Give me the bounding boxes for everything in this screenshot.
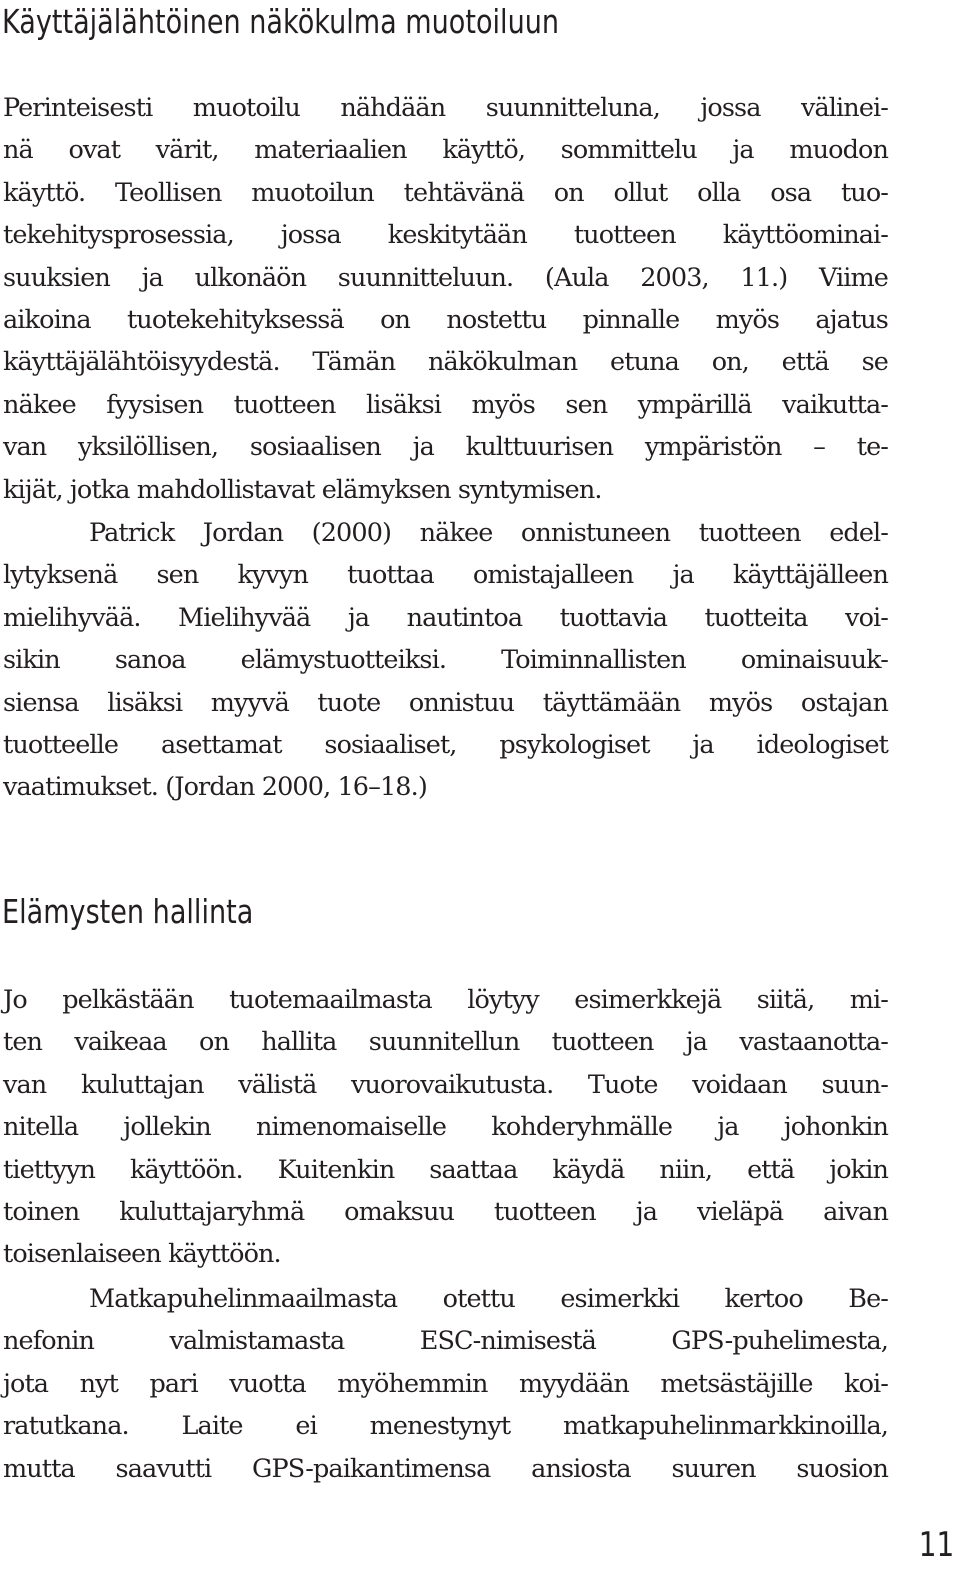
text-line: van yksilöllisen, sosiaalisen ja kulttuurisen ympäristön – te- — [3, 432, 888, 463]
text-line: jota nyt pari vuotta myöhemmin myydään metsästäjille koi- — [3, 1368, 888, 1399]
text-line: tekehitysprosessia, jossa keskitytään tuotteen käyttöominai- — [3, 220, 888, 251]
text-line: näkee fyysisen tuotteen lisäksi myös sen ympärillä vaikutta- — [3, 389, 888, 420]
text-line: nefonin valmistamasta ESC-nimisestä GPS-puhelimesta, — [3, 1326, 888, 1357]
paragraph-mobile-example — [3, 1278, 888, 1490]
text-line: siensa lisäksi myyvä tuote onnistuu täyttämään myös ostajan — [3, 687, 888, 718]
paragraph-jordan — [3, 512, 888, 809]
text-line: aikoina tuotekehityksessä on nostettu pinnalle myös ajatus — [3, 304, 888, 335]
text-line: tuotteelle asettamat sosiaaliset, psykologiset ja ideologiset — [3, 729, 888, 760]
text-line: Patrick Jordan (2000) näkee onnistuneen tuotteen edel- — [89, 518, 888, 548]
paragraph-product-world — [3, 979, 888, 1276]
text-line: mutta saavutti GPS-paikantimensa ansiosta suuren suosion — [3, 1453, 888, 1484]
text-line: toisenlaiseen käyttöön. — [3, 1239, 281, 1270]
text-line: kijät, jotka mahdollistavat elämyksen syntymisen. — [3, 474, 602, 505]
text-line: Jo pelkästään tuotemaailmasta löytyy esimerkkejä siitä, mi- — [3, 985, 888, 1015]
text-line: suuksien ja ulkonäön suunnitteluun. (Aula 2003, 11.) Viime — [3, 262, 888, 293]
text-line: van kuluttajan välistä vuorovaikutusta. Tuote voidaan suun- — [3, 1069, 888, 1100]
text-line: toinen kuluttajaryhmä omaksuu tuotteen ja vieläpä aivan — [3, 1196, 888, 1227]
paragraph-design-tradition — [3, 87, 888, 511]
text-line: mielihyvää. Mielihyvää ja nautintoa tuottavia tuotteita voi- — [3, 602, 888, 633]
page-number: 11 — [918, 1525, 954, 1565]
section-heading-experience-management: Elämysten hallinta — [2, 892, 254, 931]
text-line: tiettyyn käyttöön. Kuitenkin saattaa käydä niin, että jokin — [3, 1154, 888, 1185]
text-line: nä ovat värit, materiaalien käyttö, sommittelu ja muodon — [3, 135, 888, 166]
text-line: ten vaikeaa on hallita suunnitellun tuotteen ja vastaanotta- — [3, 1027, 888, 1058]
text-line: ratutkana. Laite ei menestynyt matkapuhelinmarkkinoilla, — [3, 1411, 888, 1442]
text-line: Perinteisesti muotoilu nähdään suunnitteluna, jossa välinei- — [3, 93, 888, 123]
text-line: käyttäjälähtöisyydestä. Tämän näkökulman etuna on, että se — [3, 347, 888, 378]
text-line: nitella jollekin nimenomaiselle kohderyhmälle ja johonkin — [3, 1112, 888, 1143]
text-line: lytyksenä sen kyvyn tuottaa omistajalleen ja käyttäjälleen — [3, 560, 888, 591]
text-line: Matkapuhelinmaailmasta otettu esimerkki kertoo Be- — [89, 1284, 888, 1314]
text-line: käyttö. Teollisen muotoilun tehtävänä on ollut olla osa tuo- — [3, 177, 888, 208]
section-heading-user-centered: Käyttäjälähtöinen näkökulma muotoiluun — [2, 2, 560, 41]
text-line: vaatimukset. (Jordan 2000, 16–18.) — [3, 772, 427, 803]
text-line: sikin sanoa elämystuotteiksi. Toiminnallisten ominaisuuk- — [3, 645, 888, 676]
